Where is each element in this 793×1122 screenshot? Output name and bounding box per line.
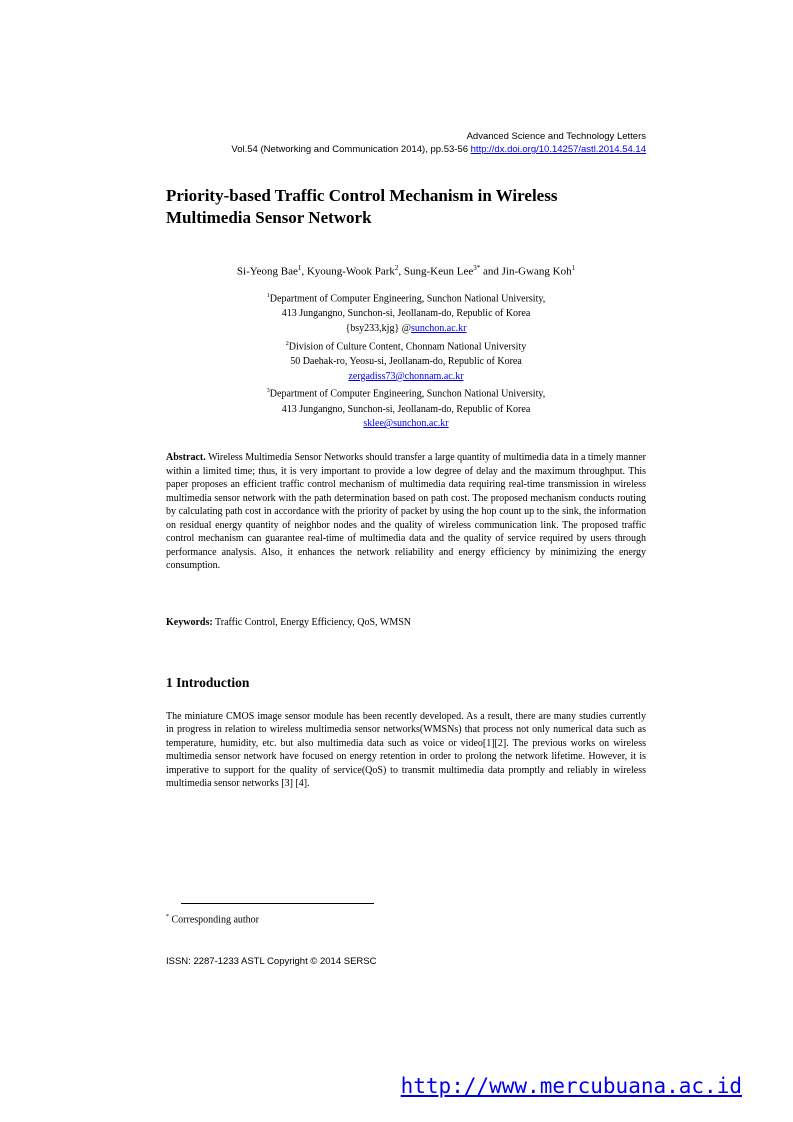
affiliation-email-line: [166, 370, 646, 385]
journal-name: Advanced Science and Technology Letters: [466, 131, 646, 142]
affiliation-department: Division of Culture Content, Chonnam National University: [288, 341, 527, 353]
abstract: [166, 451, 646, 573]
author-name: Sung-Keun Lee: [403, 265, 474, 278]
doi-link[interactable]: http://dx.doi.org/10.14257/astl.2014.54.14: [470, 144, 646, 155]
author-separator: ,: [301, 265, 307, 278]
affiliation-address: 413 Jungangno, Sunchon-si, Jeollanam-do, Republic of Korea: [281, 403, 531, 415]
affiliation-mark: 3: [266, 388, 270, 395]
footnote-text: Corresponding author: [169, 914, 259, 926]
affiliation-line: [166, 384, 646, 402]
email-prefix: {bsy233,kjg} @: [345, 322, 411, 334]
author-separator: and: [480, 265, 502, 278]
abstract-label: Abstract.: [166, 452, 206, 463]
keywords: [166, 616, 646, 630]
keywords-text: Traffic Control, Energy Efficiency, QoS, WMSN: [212, 617, 411, 628]
footnote: [166, 911, 259, 926]
affiliation-mark: 1: [266, 293, 270, 299]
author-affiliation-mark: 1: [571, 264, 576, 272]
email-link[interactable]: zergadiss73@chonnam.ac.kr: [348, 370, 464, 382]
section-heading: 1 Introduction: [166, 675, 250, 690]
author-list: [166, 261, 646, 279]
affiliation-line: [166, 337, 646, 355]
keywords-label: Keywords:: [166, 617, 213, 628]
author-name: Jin-Gwang Koh: [501, 265, 572, 278]
affiliation-department: Department of Computer Engineering, Sunchon National University,: [269, 293, 546, 305]
footnote-divider: [181, 903, 374, 904]
email-link[interactable]: sunchon.ac.kr: [410, 322, 467, 334]
paper-title: Priority-based Traffic Control Mechanism in Wireless Multimedia Sensor Network: [166, 186, 558, 227]
affiliation-address: 413 Jungangno, Sunchon-si, Jeollanam-do, Republic of Korea: [281, 308, 531, 320]
affiliation-email-line: [166, 322, 646, 337]
author-affiliation-mark: 3*: [473, 264, 481, 272]
introduction-paragraph: The miniature CMOS image sensor module has been recently developed. As a result, there are many studies currently in progress in relation to wireless multimedia sensor networks(WMSNs) that process not only numerical data such as temperature, humidity, etc. but also multimedia data such as voice or video[1][2]. The previous works on wireless multimedia sensor network have focused on energy retention in order to prolong the network lifetime. However, it is imperative to support for the quality of service(QoS) to transmit multimedia data promptly and reliably in wireless multimedia sensor networks [3] [4].: [166, 711, 646, 790]
author-name: Kyoung-Wook Park: [306, 265, 395, 278]
issn-copyright: ISSN: 2287-1233 ASTL Copyright © 2014 SERSC: [166, 956, 377, 967]
author-separator: ,: [398, 265, 404, 278]
affiliation-email-line: [166, 417, 646, 432]
affiliation-mark: 2: [285, 340, 289, 347]
running-head: [160, 130, 646, 156]
volume-pages: Vol.54 (Networking and Communication 2014), pp.53-56: [231, 144, 471, 155]
author-name: Si-Yeong Bae: [236, 265, 298, 278]
email-link[interactable]: sklee@sunchon.ac.kr: [363, 418, 449, 430]
volume-line: [160, 143, 646, 156]
author-affiliation-mark: 2: [394, 264, 399, 272]
abstract-text: Wireless Multimedia Sensor Networks should transfer a large quantity of multimedia data in a timely manner within a limited time; thus, it is very important to provide a low degree of delay and the maximum throughput. This paper proposes an efficient traffic control mechanism of multimedia data requiring real-time transmission in wireless multimedia sensor network with the path determination based on path cost. The proposed mechanism conducts routing by calculating path cost in accordance with the priority of packet by using the hop count up to the sink, the information on residual energy quantity of neighbor nodes and the quality of wireless communication link. The proposed traffic control mechanism can guarantee real-time of multimedia data and the quality of service required by users through performance analysis. Also, it enhances the network reliability and energy efficiency by minimizing the energy consumption.: [166, 452, 646, 571]
affiliation-line: [166, 289, 646, 307]
watermark-url-link[interactable]: http://www.mercubuana.ac.id: [400, 1074, 742, 1098]
footnote-mark: *: [166, 914, 169, 920]
affiliation-address: 50 Daehak-ro, Yeosu-si, Jeollanam-do, Republic of Korea: [290, 355, 522, 367]
affiliation-block: [166, 289, 646, 432]
author-affiliation-mark: 1: [297, 264, 302, 272]
affiliation-department: Department of Computer Engineering, Sunchon National University,: [269, 388, 546, 400]
